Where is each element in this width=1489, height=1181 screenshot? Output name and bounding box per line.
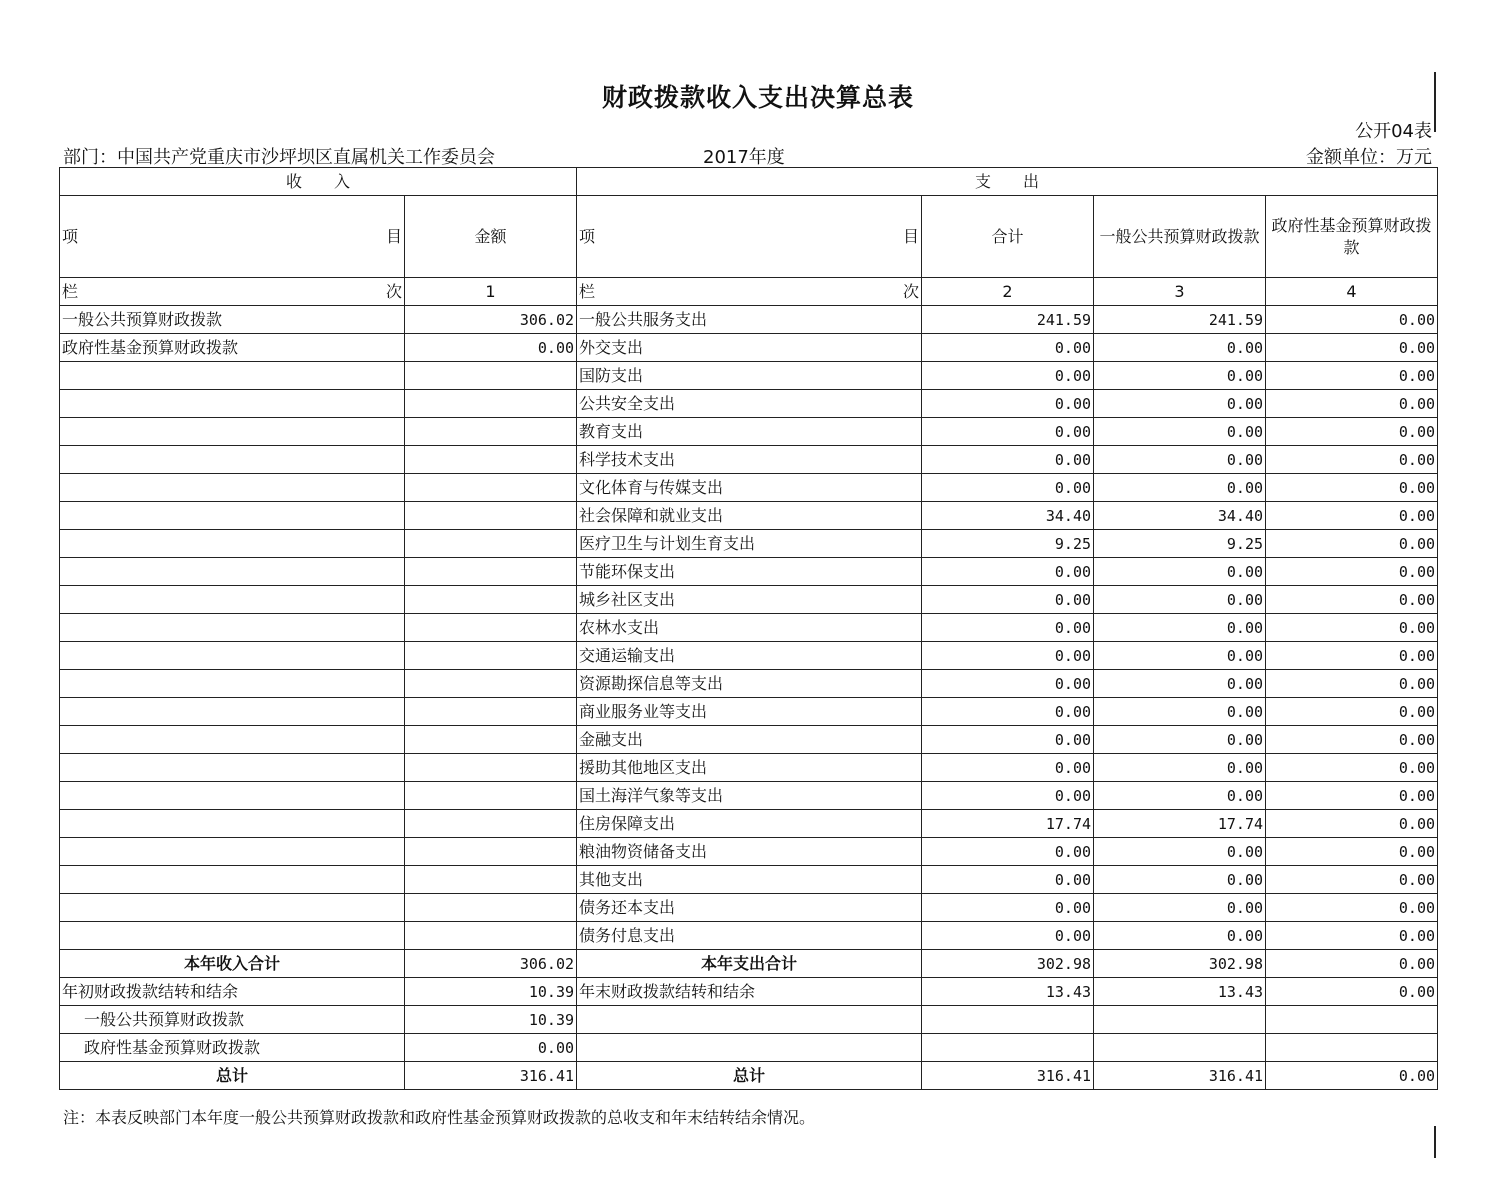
cell-fund: 0.00 xyxy=(1266,306,1438,334)
grand-total-row: 总计 316.41 总计 316.41 316.41 0.00 xyxy=(60,1062,1438,1090)
cell-total: 0.00 xyxy=(922,754,1094,782)
cell-expense-item: 援助其他地区支出 xyxy=(577,754,922,782)
cell-income-item xyxy=(60,670,405,698)
cell-income-amount xyxy=(405,670,577,698)
cell-total: 34.40 xyxy=(922,502,1094,530)
cell-income-item xyxy=(60,558,405,586)
cell-expense-item: 国防支出 xyxy=(577,362,922,390)
cell-fund: 0.00 xyxy=(1266,642,1438,670)
cell-income-amount xyxy=(405,502,577,530)
cell-income-item xyxy=(60,782,405,810)
carryover-general-row: 一般公共预算财政拨款 10.39 xyxy=(60,1006,1438,1034)
cell-fund: 0.00 xyxy=(1266,334,1438,362)
cell-total: 0.00 xyxy=(922,614,1094,642)
table-row xyxy=(60,586,1438,614)
page-title: 财政拨款收入支出决算总表 xyxy=(601,83,914,112)
cell-total: 0.00 xyxy=(922,418,1094,446)
table-row xyxy=(60,810,1438,838)
cell-total: 0.00 xyxy=(922,334,1094,362)
table-row xyxy=(60,474,1438,502)
cell-income-item xyxy=(60,474,405,502)
cell-general: 0.00 xyxy=(1094,782,1266,810)
table-row xyxy=(60,838,1438,866)
cell-expense-item: 商业服务业等支出 xyxy=(577,698,922,726)
cell-income-item xyxy=(60,586,405,614)
cell-income-amount xyxy=(405,838,577,866)
cell-income-item xyxy=(60,530,405,558)
expense-header: 支 出 xyxy=(577,168,1438,196)
cell-income-item xyxy=(60,390,405,418)
table-row xyxy=(60,530,1438,558)
cell-expense-item: 国土海洋气象等支出 xyxy=(577,782,922,810)
cell-income-amount xyxy=(405,698,577,726)
margin-line-bottom xyxy=(1434,1126,1436,1158)
cell-income-amount xyxy=(405,922,577,950)
cell-income-amount: 306.02 xyxy=(405,306,577,334)
cell-expense-item: 城乡社区支出 xyxy=(577,586,922,614)
cell-fund: 0.00 xyxy=(1266,558,1438,586)
cell-income-amount xyxy=(405,390,577,418)
cell-expense-item: 粮油物资储备支出 xyxy=(577,838,922,866)
gov-fund-header: 政府性基金预算财政拨款 xyxy=(1266,196,1438,278)
table-row xyxy=(60,614,1438,642)
cell-expense-item: 公共安全支出 xyxy=(577,390,922,418)
table-row xyxy=(60,502,1438,530)
total-header: 合计 xyxy=(922,196,1094,278)
cell-income-amount xyxy=(405,362,577,390)
cell-fund: 0.00 xyxy=(1266,698,1438,726)
cell-general: 0.00 xyxy=(1094,334,1266,362)
cell-fund: 0.00 xyxy=(1266,390,1438,418)
cell-total: 0.00 xyxy=(922,446,1094,474)
unit-label: 金额单位：万元 xyxy=(1306,147,1432,168)
cell-total: 241.59 xyxy=(922,306,1094,334)
cell-total: 0.00 xyxy=(922,838,1094,866)
cell-income-item xyxy=(60,418,405,446)
cell-total: 0.00 xyxy=(922,782,1094,810)
cell-income-item xyxy=(60,362,405,390)
cell-income-amount xyxy=(405,418,577,446)
cell-total: 0.00 xyxy=(922,362,1094,390)
cell-income-item xyxy=(60,754,405,782)
department-label: 部门：中国共产党重庆市沙坪坝区直属机关工作委员会 xyxy=(63,147,495,168)
table-row xyxy=(60,922,1438,950)
cell-expense-item: 金融支出 xyxy=(577,726,922,754)
cell-general: 0.00 xyxy=(1094,754,1266,782)
cell-income-item xyxy=(60,642,405,670)
cell-income-item xyxy=(60,502,405,530)
cell-income-amount xyxy=(405,810,577,838)
header-row-sections xyxy=(60,168,1438,196)
cell-expense-item: 住房保障支出 xyxy=(577,810,922,838)
annual-total-row: 本年收入合计 306.02 本年支出合计 302.98 302.98 0.00 xyxy=(60,950,1438,978)
cell-expense-item: 资源勘探信息等支出 xyxy=(577,670,922,698)
cell-general: 0.00 xyxy=(1094,558,1266,586)
cell-income-amount xyxy=(405,642,577,670)
table-row xyxy=(60,782,1438,810)
table-row xyxy=(60,726,1438,754)
cell-expense-item: 其他支出 xyxy=(577,866,922,894)
cell-income-item xyxy=(60,810,405,838)
cell-expense-item: 科学技术支出 xyxy=(577,446,922,474)
cell-expense-item: 一般公共服务支出 xyxy=(577,306,922,334)
cell-income-amount xyxy=(405,894,577,922)
cell-income-amount xyxy=(405,558,577,586)
cell-total: 0.00 xyxy=(922,586,1094,614)
table-row xyxy=(60,866,1438,894)
cell-expense-item: 教育支出 xyxy=(577,418,922,446)
table-row xyxy=(60,446,1438,474)
carryover-row: 年初财政拨款结转和结余 10.39 年末财政拨款结转和结余 13.43 13.43 0.00 xyxy=(60,978,1438,1006)
table-row xyxy=(60,334,1438,362)
cell-expense-item: 医疗卫生与计划生育支出 xyxy=(577,530,922,558)
year-label: 2017年度 xyxy=(703,147,785,168)
cell-income-amount xyxy=(405,754,577,782)
table-row xyxy=(60,698,1438,726)
cell-fund: 0.00 xyxy=(1266,614,1438,642)
cell-total: 0.00 xyxy=(922,558,1094,586)
cell-total: 0.00 xyxy=(922,922,1094,950)
cell-fund: 0.00 xyxy=(1266,362,1438,390)
cell-general: 0.00 xyxy=(1094,446,1266,474)
finance-table xyxy=(59,167,1438,1090)
cell-general: 0.00 xyxy=(1094,698,1266,726)
table-row xyxy=(60,670,1438,698)
cell-income-amount xyxy=(405,866,577,894)
cell-fund: 0.00 xyxy=(1266,754,1438,782)
cell-income-item: 一般公共预算财政拨款 xyxy=(60,306,405,334)
cell-total: 0.00 xyxy=(922,670,1094,698)
cell-income-item xyxy=(60,866,405,894)
cell-income-amount xyxy=(405,726,577,754)
cell-income-amount xyxy=(405,614,577,642)
cell-general: 0.00 xyxy=(1094,362,1266,390)
cell-fund: 0.00 xyxy=(1266,586,1438,614)
cell-income-amount xyxy=(405,530,577,558)
table-row xyxy=(60,418,1438,446)
cell-total: 0.00 xyxy=(922,866,1094,894)
cell-income-amount: 0.00 xyxy=(405,334,577,362)
cell-general: 0.00 xyxy=(1094,390,1266,418)
general-budget-header: 一般公共预算财政拨款 xyxy=(1094,196,1266,278)
table-row xyxy=(60,390,1438,418)
cell-expense-item: 农林水支出 xyxy=(577,614,922,642)
cell-income-amount xyxy=(405,474,577,502)
cell-general: 34.40 xyxy=(1094,502,1266,530)
cell-total: 9.25 xyxy=(922,530,1094,558)
cell-general: 0.00 xyxy=(1094,922,1266,950)
cell-fund: 0.00 xyxy=(1266,810,1438,838)
cell-general: 0.00 xyxy=(1094,586,1266,614)
footnote: 注：本表反映部门本年度一般公共预算财政拨款和政府性基金预算财政拨款的总收支和年末结转结余情况。 xyxy=(63,1108,816,1127)
cell-general: 0.00 xyxy=(1094,614,1266,642)
income-item-header: 项 目 xyxy=(60,196,405,278)
cell-general: 0.00 xyxy=(1094,726,1266,754)
cell-income-item xyxy=(60,698,405,726)
cell-fund: 0.00 xyxy=(1266,866,1438,894)
cell-general: 0.00 xyxy=(1094,418,1266,446)
column-index-row: 栏 次 1 栏 次 2 3 4 xyxy=(60,278,1438,306)
cell-income-item xyxy=(60,838,405,866)
cell-income-amount xyxy=(405,782,577,810)
cell-expense-item: 债务付息支出 xyxy=(577,922,922,950)
expense-item-header: 项 目 xyxy=(577,196,922,278)
carryover-fund-row: 政府性基金预算财政拨款 0.00 xyxy=(60,1034,1438,1062)
table-row xyxy=(60,754,1438,782)
table-row xyxy=(60,894,1438,922)
cell-general: 0.00 xyxy=(1094,838,1266,866)
table-row xyxy=(60,642,1438,670)
cell-total: 17.74 xyxy=(922,810,1094,838)
cell-general: 17.74 xyxy=(1094,810,1266,838)
cell-fund: 0.00 xyxy=(1266,782,1438,810)
cell-fund: 0.00 xyxy=(1266,670,1438,698)
cell-fund: 0.00 xyxy=(1266,838,1438,866)
cell-expense-item: 文化体育与传媒支出 xyxy=(577,474,922,502)
cell-total: 0.00 xyxy=(922,698,1094,726)
cell-income-amount xyxy=(405,446,577,474)
cell-fund: 0.00 xyxy=(1266,530,1438,558)
cell-income-item xyxy=(60,446,405,474)
table-row xyxy=(60,362,1438,390)
table-row xyxy=(60,558,1438,586)
header-row-columns xyxy=(60,196,1438,278)
cell-general: 0.00 xyxy=(1094,894,1266,922)
income-header: 收 入 xyxy=(60,168,577,196)
cell-income-item xyxy=(60,922,405,950)
cell-general: 0.00 xyxy=(1094,670,1266,698)
cell-fund: 0.00 xyxy=(1266,474,1438,502)
table-code: 公开04表 xyxy=(1355,121,1432,142)
cell-general: 241.59 xyxy=(1094,306,1266,334)
cell-income-item xyxy=(60,726,405,754)
cell-income-amount xyxy=(405,586,577,614)
cell-expense-item: 债务还本支出 xyxy=(577,894,922,922)
amount-header: 金额 xyxy=(405,196,577,278)
cell-general: 0.00 xyxy=(1094,866,1266,894)
table-row xyxy=(60,306,1438,334)
cell-total: 0.00 xyxy=(922,390,1094,418)
cell-general: 9.25 xyxy=(1094,530,1266,558)
cell-total: 0.00 xyxy=(922,642,1094,670)
cell-expense-item: 外交支出 xyxy=(577,334,922,362)
cell-fund: 0.00 xyxy=(1266,418,1438,446)
cell-total: 0.00 xyxy=(922,474,1094,502)
cell-total: 0.00 xyxy=(922,726,1094,754)
cell-fund: 0.00 xyxy=(1266,446,1438,474)
cell-income-item: 政府性基金预算财政拨款 xyxy=(60,334,405,362)
cell-fund: 0.00 xyxy=(1266,894,1438,922)
cell-fund: 0.00 xyxy=(1266,922,1438,950)
cell-expense-item: 交通运输支出 xyxy=(577,642,922,670)
cell-expense-item: 节能环保支出 xyxy=(577,558,922,586)
cell-income-item xyxy=(60,614,405,642)
cell-general: 0.00 xyxy=(1094,642,1266,670)
cell-total: 0.00 xyxy=(922,894,1094,922)
cell-fund: 0.00 xyxy=(1266,502,1438,530)
cell-fund: 0.00 xyxy=(1266,726,1438,754)
cell-income-item xyxy=(60,894,405,922)
cell-expense-item: 社会保障和就业支出 xyxy=(577,502,922,530)
cell-general: 0.00 xyxy=(1094,474,1266,502)
